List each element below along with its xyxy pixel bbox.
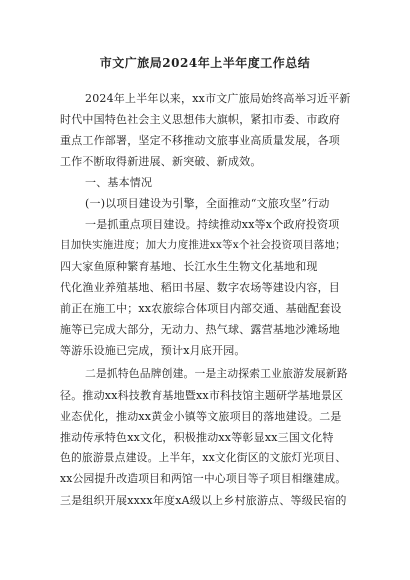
paragraph-line: 径。推动xx科技教育基地暨xx市科技馆主题研学基地景区 <box>60 389 344 402</box>
paragraph-line: 重点工作部署，坚定不移推动文旅事业高质量发展，各项 <box>60 134 340 147</box>
paragraph-line: 推动传承特色xx文化，积极推动xx等彰显xx三国文化特 <box>60 431 334 444</box>
paragraph-line: 三是组织开展xxxx年度xA级以上乡村旅游点、等级民宿的 <box>60 494 347 507</box>
section-heading: 一、基本情况 <box>85 176 153 189</box>
paragraph-line: 四大家鱼原种繁育基地、长江水生生物文化基地和现 <box>60 260 318 273</box>
paragraph-line: 工作不断取得新进展、新突破、新成效。 <box>60 155 262 168</box>
paragraph-line: 代化渔业养殖基地、稻田书屋、数字农场等建设内容，目 <box>60 281 340 294</box>
paragraph-line: 前正在施工中；xx农旅综合体项目内部交通、基础配套设 <box>60 302 342 315</box>
paragraph-line: xx公园提升改造项目和两馆一中心项目等子项目相继建成。 <box>60 472 347 485</box>
paragraph-line: 2024年上半年以来，xx市文广旅局始终高举习近平新 <box>85 92 351 105</box>
paragraph-line: 目加快实施进度；加大力度推进xx等x个社会投资项目落地； <box>60 239 346 251</box>
paragraph-line: 施等已完成大部分，无动力、热气球、露营基地沙滩场地 <box>60 323 340 336</box>
document-title: 市文广旅局2024年上半年度工作总结 <box>99 56 311 70</box>
paragraph-line: 一是抓重点项目建设。持续推动xx等x个政府投资项 <box>85 218 340 231</box>
paragraph-line: 色的旅游景点建设。上半年，xx文化街区的文旅灯光项目、 <box>60 451 347 464</box>
paragraph-line: 等游乐设施已完成，预计x月底开园。 <box>60 344 246 357</box>
paragraph-line: 二是抓特色品牌创建。一是主动探索工业旅游发展新路 <box>85 367 348 380</box>
subsection-heading: (一)以项目建设为引擎，全面推动“文旅攻坚”行动 <box>85 197 330 210</box>
paragraph-line: 业态优化，推动xx黄金小镇等文旅项目的落地建设。二是 <box>60 410 342 423</box>
paragraph-line: 时代中国特色社会主义思想伟大旗帜，紧扣市委、市政府 <box>60 113 340 126</box>
